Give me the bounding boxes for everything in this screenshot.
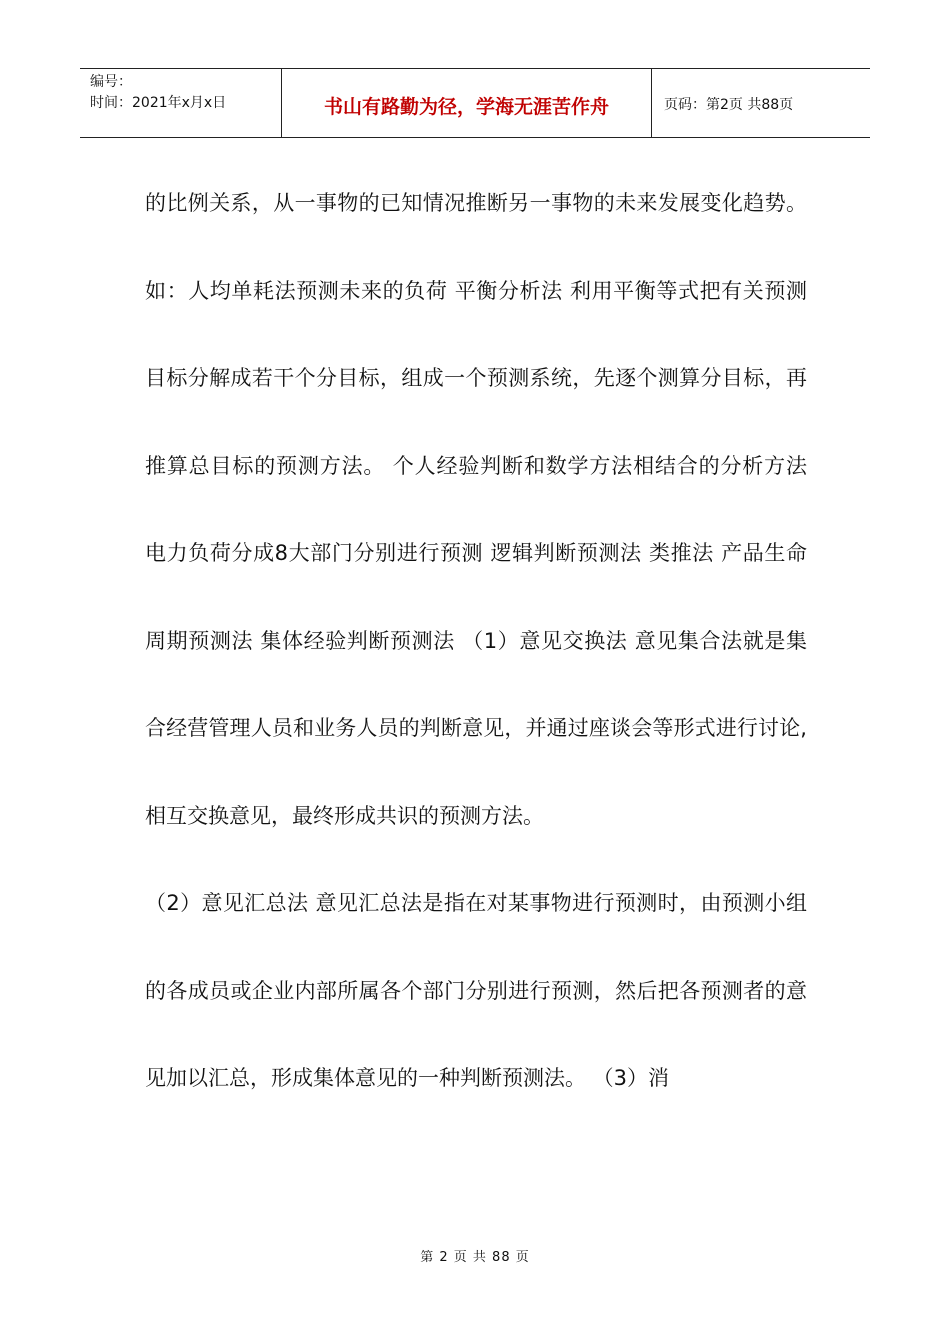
header-page-info: 页码：第2页 共88页 bbox=[664, 97, 794, 113]
body-paragraph-1: 的比例关系，从一事物的已知情况推断另一事物的未来发展变化趋势。 如：人均单耗法预测未来的负荷 平衡分析法 利用平衡等式把有关预测目标分解成若干个分目标，组成一个预测系统，先逐个测算分目标，再推算总目标的预测方法。 个人经验判断和数学方法相结合的分析方法 电力负荷分成8大部门分别进行预测 逻辑判断预测法 类推法 产品生命周期预测法 集体经验判断预测法 （1）意见交换法 意见集合法就是集合经营管理人员和业务人员的判断意见，并通过座谈会等形式进行讨论,相互交换意见，最终形成共识的预测方法。 bbox=[145, 191, 807, 828]
header-page-cell bbox=[652, 69, 870, 137]
body-paragraph-2: （2）意见汇总法 意见汇总法是指在对某事物进行预测时，由预测小组的各成员或企业内部所属各个部门分别进行预测，然后把各预测者的意见加以汇总，形成集体意见的一种判断预测法。 （3）消 bbox=[145, 891, 807, 1090]
document-body bbox=[145, 160, 807, 1123]
header-motto: 书山有路勤为径，学海无涯苦作舟 bbox=[323, 95, 609, 118]
page-header bbox=[80, 68, 870, 138]
header-motto-cell bbox=[282, 69, 652, 137]
page-footer: 第 2 页 共 88 页 bbox=[420, 1250, 530, 1265]
header-meta-cell bbox=[80, 69, 282, 137]
date-label: 时间：2021年x月x日 bbox=[90, 95, 227, 111]
serial-number-label: 编号： bbox=[90, 74, 132, 90]
